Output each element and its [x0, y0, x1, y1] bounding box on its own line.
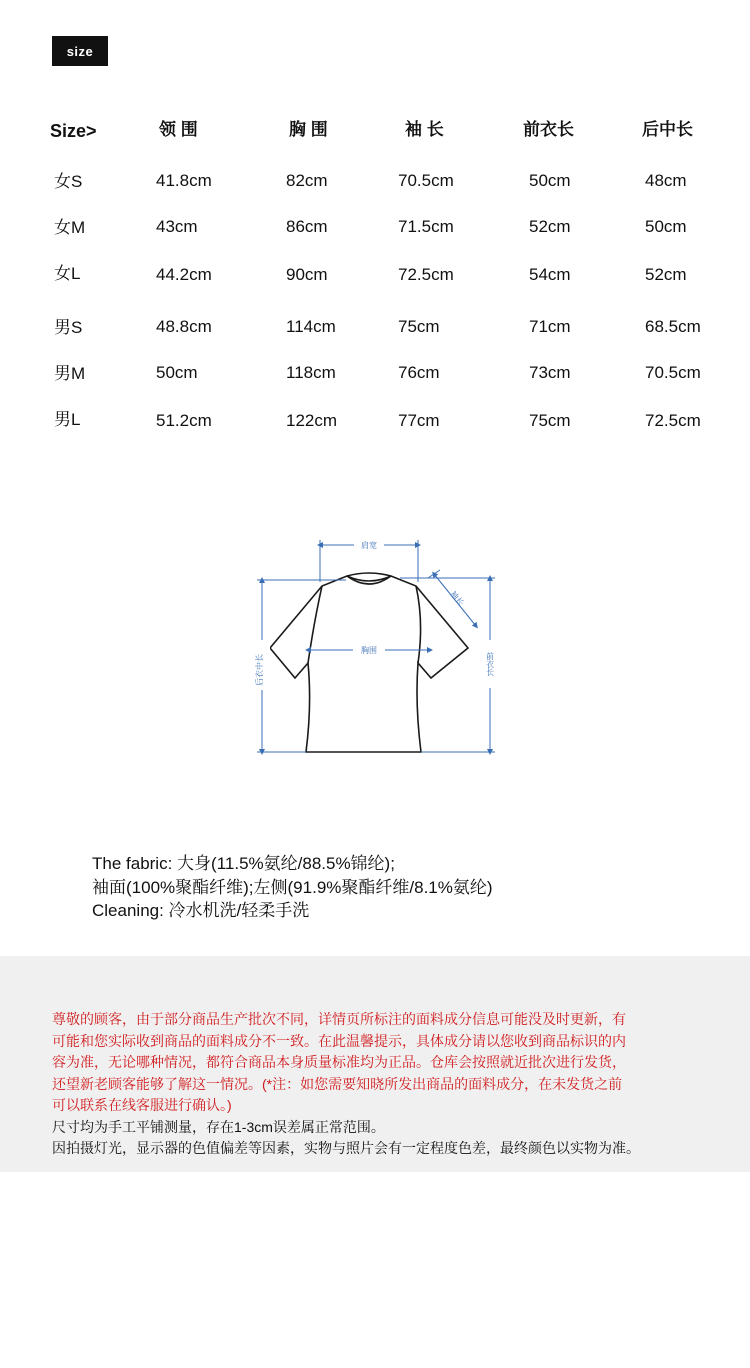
- row-back-length-value: 70.5cm: [645, 363, 701, 382]
- header-back-length: 后中长: [642, 120, 693, 139]
- row-back-length-value: 72.5cm: [645, 411, 701, 430]
- sleeve-label: 袖长: [448, 589, 466, 608]
- fabric-line: The fabric: 大身(11.5%氨纶/88.5%锦纶);: [92, 854, 395, 873]
- notice-red-line: 还望新老顾客能够了解这一情况。(*注：如您需要知晓所发出商品的面料成分，在未发货之前: [52, 1075, 623, 1092]
- row-collar-value: 41.8cm: [156, 171, 212, 190]
- row-front-length-value: 54cm: [529, 265, 571, 284]
- row-collar-value: 44.2cm: [156, 265, 212, 284]
- row-front-length-value: 52cm: [529, 217, 571, 236]
- fabric-info: [92, 852, 493, 923]
- row-front-length-value: 75cm: [529, 411, 571, 430]
- row-size-label: 男S: [54, 318, 83, 337]
- size-tag: size: [52, 36, 108, 66]
- row-back-length-value: 50cm: [645, 217, 687, 236]
- row-size-label: 男L: [54, 410, 81, 429]
- row-chest-value: 90cm: [286, 265, 328, 284]
- row-back-length-value: 48cm: [645, 171, 687, 190]
- row-chest-value: 82cm: [286, 171, 328, 190]
- row-sleeve-value: 71.5cm: [398, 217, 454, 236]
- row-size-label: 女L: [54, 264, 81, 283]
- header-front-length: 前衣长: [523, 120, 574, 139]
- row-front-length-value: 50cm: [529, 171, 571, 190]
- row-sleeve-value: 72.5cm: [398, 265, 454, 284]
- notice-red-line: 可能和您实际收到商品的面料成分不一致。在此温馨提示，具体成分请以您收到商品标识的内: [52, 1032, 626, 1049]
- row-sleeve-value: 75cm: [398, 317, 440, 336]
- row-collar-value: 51.2cm: [156, 411, 212, 430]
- row-sleeve-value: 77cm: [398, 411, 440, 430]
- back-length-label: 后衣中长: [255, 654, 264, 686]
- row-size-label: 女M: [54, 218, 86, 237]
- row-front-length-value: 73cm: [529, 363, 571, 382]
- header-sleeve: 袖 长: [405, 120, 444, 139]
- row-chest-value: 118cm: [286, 363, 336, 382]
- chest-label: 胸围: [361, 646, 377, 655]
- notice-red-line: 尊敬的顾客，由于部分商品生产批次不同，详情页所标注的面料成分信息可能没及时更新，有: [52, 1011, 626, 1027]
- row-back-length-value: 52cm: [645, 265, 687, 284]
- notice-black-line: 尺寸均为手工平铺测量，存在1-3cm误差属正常范围。: [52, 1118, 385, 1135]
- shoulder-label: 肩宽: [361, 541, 377, 550]
- notice-black-line: 因拍摄灯光，显示器的色值偏差等因素，实物与照片会有一定程度色差，最终颜色以实物为准。: [52, 1140, 640, 1156]
- header-chest: 胸 围: [289, 120, 328, 139]
- tshirt-measurement-diagram: [250, 530, 500, 770]
- row-size-label: 男M: [54, 364, 86, 383]
- row-sleeve-value: 70.5cm: [398, 171, 454, 190]
- row-collar-value: 50cm: [156, 363, 198, 382]
- cleaning-line: Cleaning: 冷水机洗/轻柔手洗: [92, 901, 310, 920]
- row-back-length-value: 68.5cm: [645, 317, 701, 336]
- row-chest-value: 114cm: [286, 317, 336, 336]
- row-front-length-value: 71cm: [529, 317, 571, 336]
- header-size: Size>: [50, 121, 97, 141]
- tshirt-outline: [270, 573, 468, 752]
- front-length-label: 前衣长: [485, 652, 495, 676]
- fabric-line: 袖面(100%聚酯纤维);左侧(91.9%聚酯纤维/8.1%氨纶): [92, 877, 493, 897]
- row-size-label: 女S: [54, 172, 83, 191]
- row-collar-value: 48.8cm: [156, 317, 212, 336]
- row-chest-value: 122cm: [286, 411, 338, 430]
- row-chest-value: 86cm: [286, 217, 328, 236]
- header-collar: 领 围: [159, 120, 198, 139]
- notice-red-line: 容为准，无论哪种情况，都符合商品本身质量标准均为正品。仓库会按照就近批次进行发货，: [52, 1054, 626, 1070]
- notice-panel: [0, 956, 750, 1172]
- row-collar-value: 43cm: [156, 217, 198, 236]
- notice-red-line: 可以联系在线客服进行确认。): [52, 1097, 232, 1113]
- row-sleeve-value: 76cm: [398, 363, 440, 382]
